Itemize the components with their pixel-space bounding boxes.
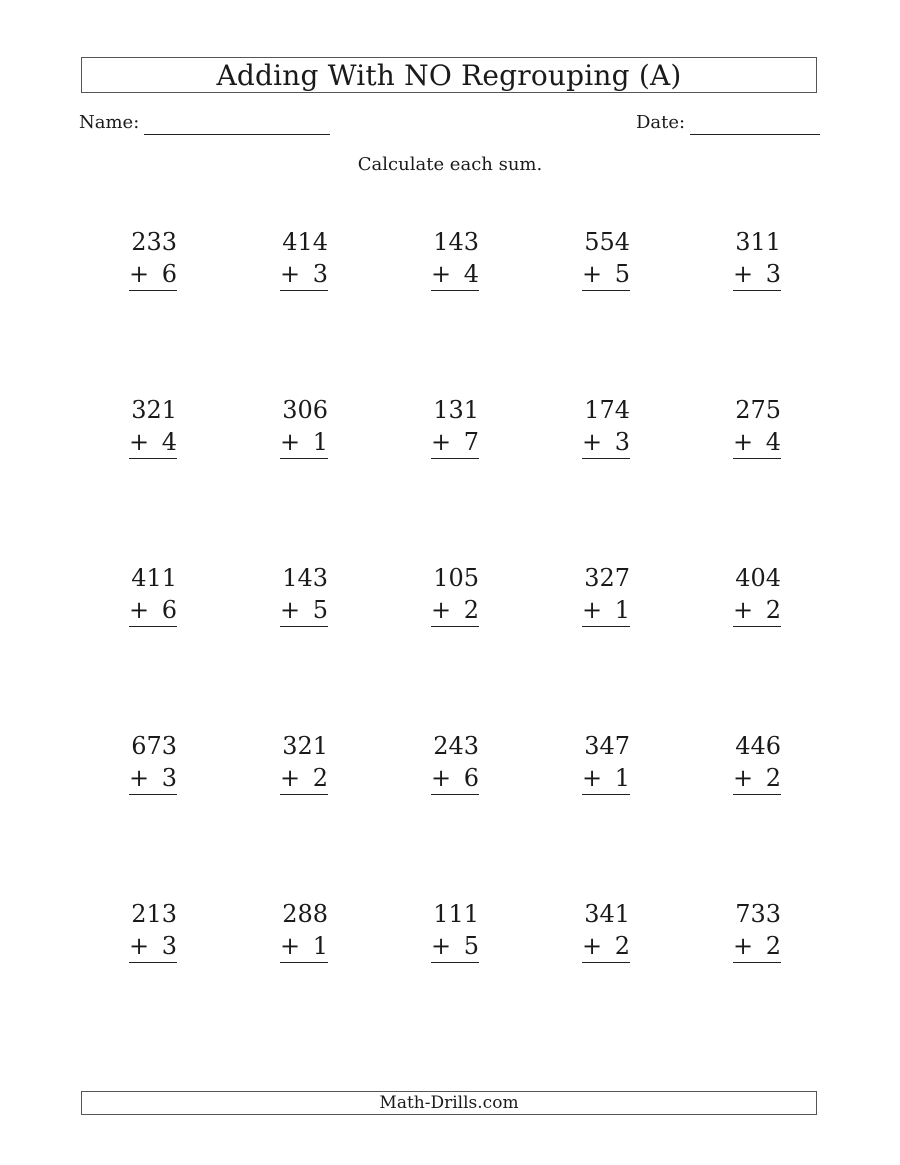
answer-line[interactable] bbox=[280, 626, 328, 627]
answer-line[interactable] bbox=[582, 290, 630, 291]
problem-addend: 5 bbox=[463, 932, 479, 960]
problem-top-number: 111 bbox=[433, 900, 479, 928]
answer-line[interactable] bbox=[582, 458, 630, 459]
problem-top-number: 341 bbox=[584, 900, 630, 928]
problem-top-number: 105 bbox=[433, 564, 479, 592]
plus-sign: + bbox=[733, 764, 754, 792]
answer-line[interactable] bbox=[733, 962, 781, 963]
problem-top-number: 446 bbox=[735, 732, 781, 760]
answer-line[interactable] bbox=[129, 962, 177, 963]
problem-addend: 2 bbox=[614, 932, 630, 960]
problem-top-number: 213 bbox=[131, 900, 177, 928]
name-line[interactable] bbox=[144, 134, 330, 135]
date-line[interactable] bbox=[690, 134, 820, 135]
answer-line[interactable] bbox=[431, 290, 479, 291]
addition-problem bbox=[733, 396, 781, 456]
problem-addend: 2 bbox=[312, 764, 328, 792]
plus-sign: + bbox=[129, 764, 150, 792]
answer-line[interactable] bbox=[733, 458, 781, 459]
problem-top-number: 554 bbox=[584, 228, 630, 256]
instructions: Calculate each sum. bbox=[357, 154, 543, 175]
problem-addend: 1 bbox=[614, 596, 630, 624]
problem-addend: 5 bbox=[312, 596, 328, 624]
addition-problem bbox=[129, 900, 177, 960]
problem-addend: 1 bbox=[614, 764, 630, 792]
date-label: Date: bbox=[636, 112, 686, 133]
problem-top-number: 311 bbox=[735, 228, 781, 256]
problem-top-number: 306 bbox=[282, 396, 328, 424]
answer-line[interactable] bbox=[129, 794, 177, 795]
addition-problem bbox=[582, 396, 630, 456]
problem-top-number: 411 bbox=[131, 564, 177, 592]
addition-problem bbox=[582, 228, 630, 288]
problem-addend: 2 bbox=[765, 932, 781, 960]
problem-top-number: 143 bbox=[282, 564, 328, 592]
addition-problem bbox=[431, 396, 479, 456]
plus-sign: + bbox=[431, 764, 452, 792]
plus-sign: + bbox=[733, 932, 754, 960]
plus-sign: + bbox=[582, 764, 603, 792]
answer-line[interactable] bbox=[129, 626, 177, 627]
problem-top-number: 275 bbox=[735, 396, 781, 424]
problem-addend: 2 bbox=[463, 596, 479, 624]
addition-problem bbox=[129, 228, 177, 288]
addition-problem bbox=[280, 228, 328, 288]
problem-addend: 2 bbox=[765, 764, 781, 792]
problem-addend: 6 bbox=[161, 596, 177, 624]
addition-problem bbox=[733, 732, 781, 792]
answer-line[interactable] bbox=[280, 794, 328, 795]
answer-line[interactable] bbox=[582, 794, 630, 795]
addition-problem bbox=[129, 564, 177, 624]
problem-top-number: 673 bbox=[131, 732, 177, 760]
problem-addend: 3 bbox=[161, 764, 177, 792]
plus-sign: + bbox=[582, 260, 603, 288]
addition-problem bbox=[280, 396, 328, 456]
plus-sign: + bbox=[431, 596, 452, 624]
plus-sign: + bbox=[280, 260, 301, 288]
problem-addend: 3 bbox=[614, 428, 630, 456]
problem-addend: 6 bbox=[463, 764, 479, 792]
problem-top-number: 321 bbox=[131, 396, 177, 424]
addition-problem bbox=[280, 732, 328, 792]
plus-sign: + bbox=[129, 260, 150, 288]
footer: Math-Drills.com bbox=[81, 1091, 817, 1115]
problem-addend: 2 bbox=[765, 596, 781, 624]
worksheet-title: Adding With NO Regrouping (A) bbox=[81, 57, 817, 93]
problem-top-number: 347 bbox=[584, 732, 630, 760]
problem-top-number: 174 bbox=[584, 396, 630, 424]
plus-sign: + bbox=[431, 428, 452, 456]
problem-addend: 1 bbox=[312, 428, 328, 456]
answer-line[interactable] bbox=[431, 626, 479, 627]
plus-sign: + bbox=[129, 932, 150, 960]
problem-addend: 3 bbox=[765, 260, 781, 288]
addition-problem bbox=[733, 564, 781, 624]
problem-addend: 4 bbox=[161, 428, 177, 456]
answer-line[interactable] bbox=[129, 458, 177, 459]
plus-sign: + bbox=[733, 260, 754, 288]
answer-line[interactable] bbox=[280, 962, 328, 963]
answer-line[interactable] bbox=[129, 290, 177, 291]
problem-top-number: 321 bbox=[282, 732, 328, 760]
answer-line[interactable] bbox=[582, 962, 630, 963]
answer-line[interactable] bbox=[431, 794, 479, 795]
addition-problem bbox=[431, 732, 479, 792]
plus-sign: + bbox=[280, 764, 301, 792]
problem-addend: 3 bbox=[312, 260, 328, 288]
addition-problem bbox=[431, 228, 479, 288]
plus-sign: + bbox=[733, 428, 754, 456]
addition-problem bbox=[129, 732, 177, 792]
answer-line[interactable] bbox=[280, 458, 328, 459]
plus-sign: + bbox=[733, 596, 754, 624]
answer-line[interactable] bbox=[733, 794, 781, 795]
answer-line[interactable] bbox=[733, 626, 781, 627]
problem-top-number: 327 bbox=[584, 564, 630, 592]
problem-addend: 6 bbox=[161, 260, 177, 288]
problem-top-number: 243 bbox=[433, 732, 479, 760]
problem-top-number: 143 bbox=[433, 228, 479, 256]
addition-problem bbox=[280, 564, 328, 624]
problem-addend: 7 bbox=[463, 428, 479, 456]
plus-sign: + bbox=[582, 932, 603, 960]
problem-addend: 4 bbox=[765, 428, 781, 456]
addition-problem bbox=[280, 900, 328, 960]
answer-line[interactable] bbox=[431, 962, 479, 963]
plus-sign: + bbox=[582, 428, 603, 456]
addition-problem bbox=[733, 228, 781, 288]
answer-line[interactable] bbox=[280, 290, 328, 291]
problem-addend: 5 bbox=[614, 260, 630, 288]
answer-line[interactable] bbox=[582, 626, 630, 627]
addition-problem bbox=[733, 900, 781, 960]
addition-problem bbox=[582, 732, 630, 792]
problem-top-number: 233 bbox=[131, 228, 177, 256]
answer-line[interactable] bbox=[733, 290, 781, 291]
problem-top-number: 733 bbox=[735, 900, 781, 928]
addition-problem bbox=[582, 564, 630, 624]
plus-sign: + bbox=[280, 596, 301, 624]
addition-problem bbox=[129, 396, 177, 456]
problem-top-number: 414 bbox=[282, 228, 328, 256]
problem-top-number: 131 bbox=[433, 396, 479, 424]
problem-addend: 1 bbox=[312, 932, 328, 960]
problem-addend: 4 bbox=[463, 260, 479, 288]
addition-problem bbox=[431, 900, 479, 960]
plus-sign: + bbox=[280, 932, 301, 960]
problem-addend: 3 bbox=[161, 932, 177, 960]
plus-sign: + bbox=[431, 260, 452, 288]
plus-sign: + bbox=[129, 596, 150, 624]
name-label: Name: bbox=[79, 112, 140, 133]
addition-problem bbox=[582, 900, 630, 960]
plus-sign: + bbox=[280, 428, 301, 456]
addition-problem bbox=[431, 564, 479, 624]
answer-line[interactable] bbox=[431, 458, 479, 459]
problem-top-number: 404 bbox=[735, 564, 781, 592]
problem-top-number: 288 bbox=[282, 900, 328, 928]
plus-sign: + bbox=[129, 428, 150, 456]
plus-sign: + bbox=[431, 932, 452, 960]
plus-sign: + bbox=[582, 596, 603, 624]
